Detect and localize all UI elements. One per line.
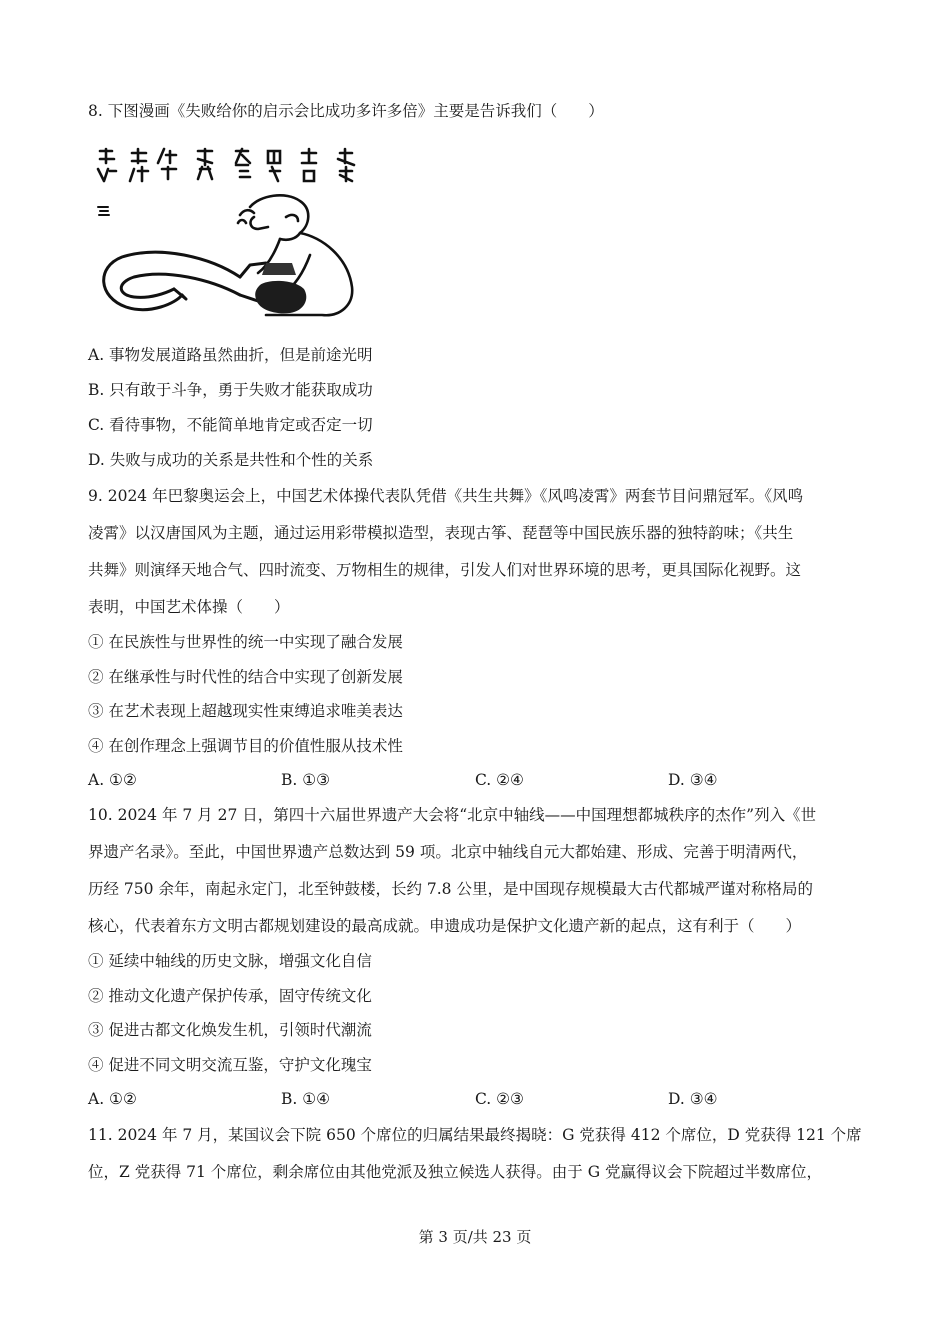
q11-line-2: 位，Z 党获得 71 个席位，剩余席位由其他党派及独立候选人获得。由于 G 党赢得议会下院超过半数席位， [88,1163,823,1181]
q9-statement-2: ② 在继承性与时代性的结合中实现了创新发展 [88,668,403,686]
cartoon-image [90,145,362,323]
q10-line-3: 历经 750 余年，南起永定门，北至钟鼓楼，长约 7.8 公里，是中国现存规模最大古代都城严谨对称格局的 [88,880,813,898]
q8-option-a: A. 事物发展道路虽然曲折，但是前途光明 [88,346,373,364]
q10-choice-d: D. ③④ [668,1090,718,1108]
q9-statement-1: ① 在民族性与世界性的统一中实现了融合发展 [88,633,403,651]
q10-choice-b: B. ①④ [281,1090,331,1108]
q8-stem: 8. 下图漫画《失败给你的启示会比成功多许多倍》主要是告诉我们（ ） [88,102,604,120]
q9-line-2: 凌霄》以汉唐国风为主题，通过运用彩带模拟造型，表现古筝、琵琶等中国民族乐器的独特韵味；《共生 [88,524,794,542]
q9-choice-d: D. ③④ [668,771,718,789]
q10-choice-c: C. ②③ [475,1090,524,1108]
q10-statement-2: ② 推动文化遗产保护传承，固守传统文化 [88,987,372,1005]
q8-option-c: C. 看待事物，不能简单地肯定或否定一切 [88,416,373,434]
page-number-footer: 第 3 页/共 23 页 [418,1228,532,1246]
q9-statement-3: ③ 在艺术表现上超越现实性束缚追求唯美表达 [88,702,403,720]
q10-line-4: 核心，代表着东方文明古都规划建设的最高成就。申遗成功是保护文化遗产新的起点，这有利于（ ） [88,917,802,935]
q9-line-3: 共舞》则演绎天地合气、四时流变、万物相生的规律，引发人们对世界环境的思考，更具国际化视野。这 [88,561,802,579]
q10-statement-3: ③ 促进古都文化焕发生机，引领时代潮流 [88,1021,372,1039]
q9-line-4: 表明，中国艺术体操（ ） [88,598,290,616]
q9-choice-a: A. ①② [88,771,137,789]
q9-choice-c: C. ②④ [475,771,524,789]
q10-statement-4: ④ 促进不同文明交流互鉴，守护文化瑰宝 [88,1056,372,1074]
q10-choice-a: A. ①② [88,1090,137,1108]
q8-option-d: D. 失败与成功的关系是共性和个性的关系 [88,451,374,469]
q9-statement-4: ④ 在创作理念上强调节目的价值性服从技术性 [88,737,403,755]
q10-line-1: 10. 2024 年 7 月 27 日，第四十六届世界遗产大会将“北京中轴线——中国理想都城秩序的杰作”列入《世 [88,806,817,824]
q10-line-2: 界遗产名录》。至此，中国世界遗产总数达到 59 项。北京中轴线自元大都始建、形成、完善于明清两代， [88,843,808,861]
q8-option-b: B. 只有敢于斗争，勇于失败才能获取成功 [88,381,373,399]
q9-line-1: 9. 2024 年巴黎奥运会上，中国艺术体操代表队凭借《共生共舞》《风鸣凌霄》两套节目问鼎冠军。《风鸣 [88,487,804,505]
q9-choice-b: B. ①③ [281,771,331,789]
cartoon-person-blowing-horn-icon [90,145,362,323]
q11-line-1: 11. 2024 年 7 月，某国议会下院 650 个席位的归属结果最终揭晓：G 党获得 412 个席位，D 党获得 121 个席 [88,1126,862,1144]
q10-statement-1: ① 延续中轴线的历史文脉，增强文化自信 [88,952,372,970]
